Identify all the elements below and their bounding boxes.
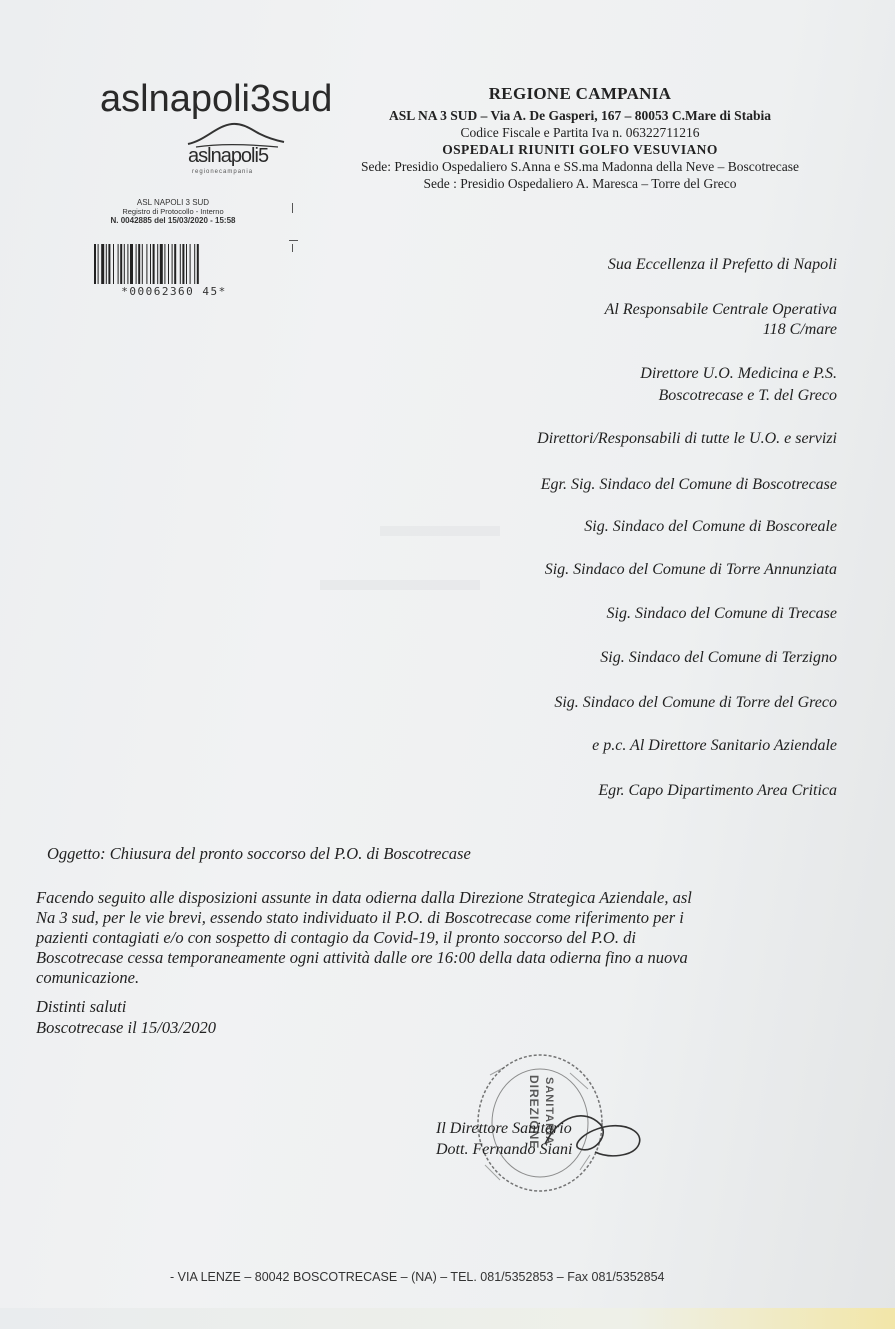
barcode-bar	[136, 244, 137, 284]
hospitals-name: OSPEDALI RIUNITI GOLFO VESUVIANO	[442, 142, 718, 157]
letter-closing	[36, 996, 216, 1038]
barcode-bar	[130, 244, 133, 284]
barcode-bar	[186, 244, 187, 284]
barcode-bar	[150, 244, 151, 284]
margin-mark	[292, 203, 293, 213]
signatory-role: Il Direttore Sanitario	[436, 1120, 572, 1137]
recipient: e p.c. Al Direttore Sanitario Aziendale	[592, 737, 837, 754]
barcode-bar	[120, 244, 122, 284]
barcode-bar	[124, 244, 125, 284]
margin-mark	[289, 240, 298, 241]
margin-mark	[292, 244, 293, 252]
barcode-bar	[172, 244, 173, 284]
barcode-bar	[127, 244, 128, 284]
recipient: Egr. Sig. Sindaco del Comune di Boscotrecase	[540, 476, 837, 493]
recipient: Sig. Sindaco del Comune di Boscoreale	[584, 518, 837, 535]
body-line: Boscotrecase cessa temporaneamente ogni attività dalle ore 16:00 della data odierna fino a nuova	[36, 948, 688, 967]
barcode-bar	[164, 244, 165, 284]
barcode-icon	[94, 244, 252, 284]
tax-id: Codice Fiscale e Partita Iva n. 06322711216	[460, 125, 700, 140]
recipient: Sig. Sindaco del Comune di Torre del Greco	[554, 694, 837, 711]
barcode-bar	[157, 244, 158, 284]
body-line: pazienti contagiati e/o con sospetto di contagio da Covid-19, il pronto soccorso del P.O. di	[36, 928, 636, 947]
recipient: Direttori/Responsabili di tutte le U.O. e servizi	[537, 430, 837, 447]
recipient: Sig. Sindaco del Comune di Torre Annunziata	[544, 561, 837, 578]
body-line: comunicazione.	[36, 968, 140, 987]
greeting: Distinti saluti	[36, 997, 127, 1016]
barcode-bar	[146, 244, 147, 284]
barcode-bar	[106, 244, 107, 284]
seat-torre-del-greco: Sede : Presidio Ospedaliero A. Maresca – Torre del Greco	[423, 176, 737, 191]
svg-text:SANITARIA: SANITARIA	[543, 1077, 555, 1146]
logo-subtitle: aslnapoli5	[188, 145, 269, 167]
logo-wordmark: aslnapoli3sud	[100, 78, 333, 120]
letter-body	[36, 888, 826, 988]
recipient: Sua Eccellenza il Prefetto di Napoli	[607, 256, 837, 273]
recipient: Sig. Sindaco del Comune di Terzigno	[600, 649, 837, 666]
barcode-bar	[174, 244, 176, 284]
protocol-stamp	[92, 198, 254, 225]
barcode-bar	[113, 244, 114, 284]
barcode-bar	[194, 244, 195, 284]
recipient: Egr. Capo Dipartimento Area Critica	[598, 782, 837, 799]
barcode-bar	[168, 244, 169, 284]
page-edge	[0, 1308, 895, 1329]
recipient: 118 C/mare	[762, 321, 837, 338]
barcode-bar	[98, 244, 99, 284]
recipient: Direttore U.O. Medicina e P.S.	[640, 365, 837, 382]
barcode-bar	[101, 244, 104, 284]
letterhead	[330, 84, 830, 192]
show-through-shadow	[320, 580, 480, 590]
barcode-bar	[138, 244, 140, 284]
region-title: REGIONE CAMPANIA	[488, 84, 672, 103]
body-line: Na 3 sud, per le vie brevi, essendo stato individuato il P.O. di Boscotrecase come riferimento per i	[36, 908, 684, 927]
barcode-number: *00062360 45*	[121, 285, 227, 298]
protocol-office: ASL NAPOLI 3 SUD	[136, 198, 210, 207]
handwritten-signature-icon	[540, 1104, 650, 1164]
barcode-bar	[190, 244, 191, 284]
barcode-bar	[153, 244, 155, 284]
barcode-bar	[182, 244, 184, 284]
barcode-bar	[142, 244, 143, 284]
signatory-name: Dott. Fernando Siani	[436, 1141, 573, 1158]
recipient: Al Responsabile Centrale Operativa	[604, 301, 837, 318]
show-through-shadow	[380, 526, 500, 536]
place-date: Boscotrecase il 15/03/2020	[36, 1018, 216, 1037]
asl-address: ASL NA 3 SUD – Via A. De Gasperi, 167 – 80053 C.Mare di Stabia	[389, 108, 771, 123]
vesuvius-logo-icon	[186, 120, 286, 148]
seat-boscotrecase: Sede: Presidio Ospedaliero S.Anna e SS.ma Madonna della Neve – Boscotrecase	[361, 159, 799, 174]
barcode-bar	[108, 244, 110, 284]
svg-text:DIREZIONE: DIREZIONE	[527, 1075, 541, 1150]
barcode-bar	[197, 244, 199, 284]
letter-subject: Oggetto: Chiusura del pronto soccorso del P.O. di Boscotrecase	[47, 844, 471, 863]
protocol-registry: Registro di Protocollo - Interno	[122, 207, 224, 216]
protocol-number: N. 0042885 del 15/03/2020 - 15:58	[110, 216, 236, 225]
letter-footer: - VIA LENZE – 80042 BOSCOTRECASE – (NA) – TEL. 081/5352853 – Fax 081/5352854	[170, 1270, 665, 1284]
barcode-bar	[180, 244, 181, 284]
body-line: Facendo seguito alle disposizioni assunte in data odierna dalla Direzione Strategica Aziendale, asl	[36, 888, 692, 907]
barcode-bar	[118, 244, 119, 284]
recipient: Boscotrecase e T. del Greco	[658, 387, 837, 404]
barcode-bar	[94, 244, 96, 284]
recipient: Sig. Sindaco del Comune di Trecase	[606, 605, 837, 622]
logo-tagline: regionecampania	[192, 169, 254, 175]
barcode-bar	[160, 244, 163, 284]
